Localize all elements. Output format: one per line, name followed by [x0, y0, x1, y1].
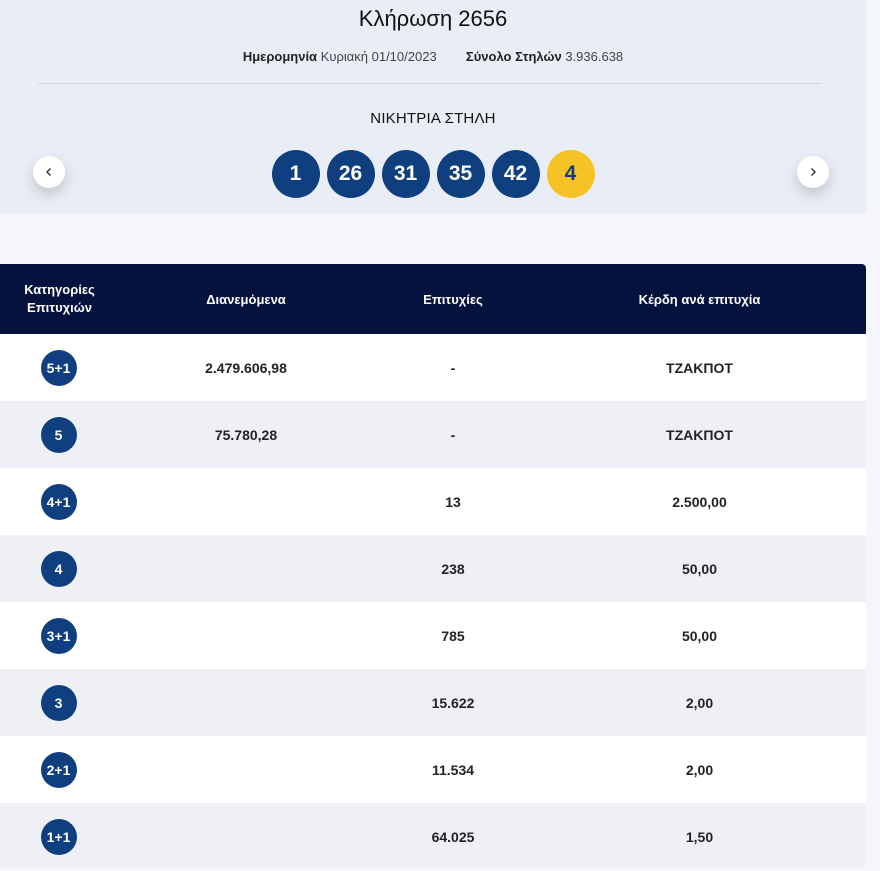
winning-numbers	[0, 150, 866, 198]
winning-column-label: ΝΙΚΗΤΡΙΑ ΣΤΗΛΗ	[370, 110, 496, 127]
category-badge: 5+1	[41, 350, 77, 386]
prize-cell: ΤΖΑΚΠΟΤ	[666, 426, 733, 443]
number-ball: 35	[437, 150, 485, 198]
table-body	[0, 334, 866, 868]
header-distributed: Διανεμόμενα	[206, 291, 286, 307]
header-category: Κατηγορίες Επιτυχιών	[24, 282, 95, 315]
distributed-cell: 2.479.606,98	[205, 359, 287, 376]
winners-cell: -	[450, 426, 456, 443]
winners-cell: -	[450, 359, 456, 376]
chevron-right-icon	[808, 167, 818, 177]
prize-cell: 50,00	[681, 560, 718, 577]
header-prize: Κέρδη ανά επιτυχία	[638, 291, 761, 307]
columns-label: Σύνολο Στηλών	[465, 49, 562, 64]
prize-cell: 50,00	[681, 627, 718, 644]
date-label: Ημερομηνία	[242, 49, 318, 64]
table-row	[0, 468, 866, 535]
number-ball: 42	[492, 150, 540, 198]
number-ball: 31	[382, 150, 430, 198]
category-badge: 5	[41, 417, 77, 453]
category-badge: 1+1	[41, 819, 77, 855]
table-row	[0, 669, 866, 736]
next-draw-button[interactable]	[797, 156, 829, 188]
table-row	[0, 401, 866, 468]
distributed-cell: 75.780,28	[214, 426, 278, 443]
number-ball: 1	[272, 150, 320, 198]
number-ball: 26	[327, 150, 375, 198]
draw-meta	[0, 49, 866, 64]
divider	[38, 83, 822, 84]
winners-cell: 238	[441, 560, 465, 577]
prize-cell: 2,00	[685, 694, 714, 711]
table-row	[0, 535, 866, 602]
prize-cell: ΤΖΑΚΠΟΤ	[666, 359, 733, 376]
table-header	[0, 264, 866, 334]
category-badge: 4	[41, 551, 77, 587]
winners-cell: 64.025	[431, 828, 475, 845]
prize-cell: 1,50	[685, 828, 714, 845]
joker-ball: 4	[547, 150, 595, 198]
prize-table	[0, 264, 866, 868]
date-value: Κυριακή 01/10/2023	[320, 49, 437, 64]
table-row	[0, 803, 866, 868]
winners-cell: 11.534	[431, 761, 475, 778]
table-row	[0, 334, 866, 401]
category-badge: 3	[41, 685, 77, 721]
winners-cell: 13	[445, 493, 461, 510]
winners-cell: 15.622	[431, 694, 475, 711]
category-badge: 2+1	[41, 752, 77, 788]
prize-cell: 2,00	[685, 761, 714, 778]
category-badge: 3+1	[41, 618, 77, 654]
category-badge: 4+1	[41, 484, 77, 520]
table-row	[0, 736, 866, 803]
columns-value: 3.936.638	[565, 49, 624, 64]
header-winners: Επιτυχίες	[423, 291, 483, 307]
draw-title: Κλήρωση 2656	[358, 6, 508, 31]
table-row	[0, 602, 866, 669]
winners-cell: 785	[441, 627, 465, 644]
draw-card	[0, 0, 866, 213]
prize-cell: 2.500,00	[672, 493, 727, 510]
